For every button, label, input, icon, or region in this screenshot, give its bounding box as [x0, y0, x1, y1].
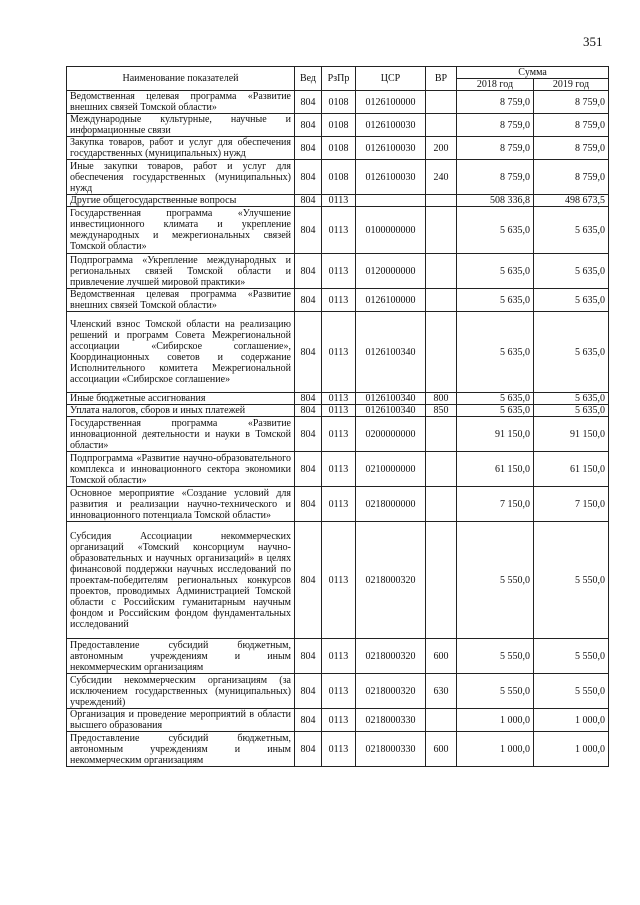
cell-csr: 0218000000 — [356, 487, 426, 522]
cell-csr: 0126100340 — [356, 393, 426, 405]
cell-ved: 804 — [295, 195, 322, 207]
cell-rzpr: 0113 — [322, 195, 356, 207]
cell-name: Основное мероприятие «Создание условий для развития и реализации научно-технического и инновационного потенциала Томской области» — [67, 487, 295, 522]
cell-sum-2019: 5 550,0 — [534, 674, 609, 709]
cell-vr — [426, 487, 457, 522]
header-year-2018: 2018 год — [457, 79, 534, 91]
cell-ved: 804 — [295, 487, 322, 522]
cell-sum-2019: 91 150,0 — [534, 417, 609, 452]
cell-rzpr: 0113 — [322, 207, 356, 254]
table-row — [67, 254, 609, 289]
cell-sum-2018: 61 150,0 — [457, 452, 534, 487]
cell-vr — [426, 312, 457, 393]
cell-vr — [426, 417, 457, 452]
cell-vr — [426, 289, 457, 312]
cell-name: Государственная программа «Развитие инновационной деятельности и науки в Томской области» — [67, 417, 295, 452]
table-row — [67, 207, 609, 254]
header-rzpr: РзПр — [322, 67, 356, 91]
cell-csr: 0100000000 — [356, 207, 426, 254]
cell-ved: 804 — [295, 393, 322, 405]
cell-ved: 804 — [295, 674, 322, 709]
cell-name: Подпрограмма «Развитие научно-образовательного комплекса и инновационного сектора экономики Томской области» — [67, 452, 295, 487]
cell-rzpr: 0113 — [322, 393, 356, 405]
cell-csr: 0120000000 — [356, 254, 426, 289]
cell-sum-2019: 5 635,0 — [534, 254, 609, 289]
table-row — [67, 289, 609, 312]
cell-name: Ведомственная целевая программа «Развитие внешних связей Томской области» — [67, 289, 295, 312]
cell-sum-2019: 5 635,0 — [534, 289, 609, 312]
cell-sum-2018: 8 759,0 — [457, 114, 534, 137]
cell-sum-2018: 508 336,8 — [457, 195, 534, 207]
cell-vr — [426, 195, 457, 207]
cell-sum-2018: 5 550,0 — [457, 674, 534, 709]
cell-name: Уплата налогов, сборов и иных платежей — [67, 405, 295, 417]
cell-csr: 0200000000 — [356, 417, 426, 452]
table-row — [67, 417, 609, 452]
cell-csr: 0126100030 — [356, 160, 426, 195]
cell-name: Иные закупки товаров, работ и услуг для обеспечения государственных (муниципальных) нужд — [67, 160, 295, 195]
budget-table — [66, 66, 609, 767]
cell-ved: 804 — [295, 254, 322, 289]
cell-rzpr: 0113 — [322, 639, 356, 674]
cell-vr — [426, 254, 457, 289]
cell-csr: 0126100340 — [356, 312, 426, 393]
table-row — [67, 732, 609, 767]
cell-vr: 200 — [426, 137, 457, 160]
cell-ved: 804 — [295, 312, 322, 393]
cell-sum-2019: 5 635,0 — [534, 207, 609, 254]
page-number: 351 — [583, 34, 603, 49]
cell-ved: 804 — [295, 709, 322, 732]
cell-ved: 804 — [295, 137, 322, 160]
table-row — [67, 195, 609, 207]
cell-name: Международные культурные, научные и информационные связи — [67, 114, 295, 137]
cell-sum-2018: 8 759,0 — [457, 91, 534, 114]
cell-vr — [426, 522, 457, 639]
cell-rzpr: 0108 — [322, 114, 356, 137]
table-row — [67, 114, 609, 137]
cell-csr: 0218000330 — [356, 732, 426, 767]
cell-csr: 0126100340 — [356, 405, 426, 417]
cell-rzpr: 0108 — [322, 160, 356, 195]
table-row — [67, 452, 609, 487]
cell-vr: 240 — [426, 160, 457, 195]
cell-name: Субсидии некоммерческим организациям (за исключением государственных (муниципальных) учреждений) — [67, 674, 295, 709]
cell-csr: 0218000320 — [356, 639, 426, 674]
cell-ved: 804 — [295, 417, 322, 452]
cell-name: Иные бюджетные ассигнования — [67, 393, 295, 405]
cell-rzpr: 0113 — [322, 312, 356, 393]
cell-ved: 804 — [295, 639, 322, 674]
header-year-2019: 2019 год — [534, 79, 609, 91]
cell-csr — [356, 195, 426, 207]
header-name: Наименование показателей — [67, 67, 295, 91]
cell-csr: 0218000320 — [356, 522, 426, 639]
cell-rzpr: 0113 — [322, 254, 356, 289]
cell-sum-2019: 8 759,0 — [534, 160, 609, 195]
cell-csr: 0126100000 — [356, 289, 426, 312]
cell-sum-2019: 5 635,0 — [534, 405, 609, 417]
cell-ved: 804 — [295, 91, 322, 114]
cell-sum-2019: 8 759,0 — [534, 114, 609, 137]
table-row — [67, 137, 609, 160]
table-row — [67, 312, 609, 393]
cell-sum-2018: 1 000,0 — [457, 709, 534, 732]
cell-sum-2019: 1 000,0 — [534, 709, 609, 732]
cell-sum-2018: 5 635,0 — [457, 312, 534, 393]
cell-csr: 0126100030 — [356, 137, 426, 160]
cell-sum-2018: 5 635,0 — [457, 207, 534, 254]
cell-sum-2019: 5 550,0 — [534, 639, 609, 674]
table-row — [67, 405, 609, 417]
cell-sum-2019: 498 673,5 — [534, 195, 609, 207]
cell-sum-2018: 5 635,0 — [457, 393, 534, 405]
cell-sum-2019: 5 635,0 — [534, 393, 609, 405]
cell-rzpr: 0113 — [322, 289, 356, 312]
cell-rzpr: 0113 — [322, 674, 356, 709]
cell-vr — [426, 114, 457, 137]
cell-vr: 600 — [426, 732, 457, 767]
table-body — [67, 91, 609, 767]
cell-ved: 804 — [295, 207, 322, 254]
cell-sum-2019: 5 635,0 — [534, 312, 609, 393]
cell-sum-2019: 1 000,0 — [534, 732, 609, 767]
cell-sum-2019: 61 150,0 — [534, 452, 609, 487]
cell-name: Предоставление субсидий бюджетным, автономным учреждениям и иным некоммерческим организациям — [67, 732, 295, 767]
cell-vr — [426, 709, 457, 732]
cell-name: Предоставление субсидий бюджетным, автономным учреждениям и иным некоммерческим организациям — [67, 639, 295, 674]
table-row — [67, 674, 609, 709]
cell-ved: 804 — [295, 289, 322, 312]
cell-sum-2019: 8 759,0 — [534, 137, 609, 160]
cell-sum-2018: 5 550,0 — [457, 639, 534, 674]
cell-name: Подпрограмма «Укрепление международных и региональных связей Томской области и привлечение лучшей мировой практики» — [67, 254, 295, 289]
cell-vr: 600 — [426, 639, 457, 674]
cell-vr: 850 — [426, 405, 457, 417]
cell-sum-2018: 5 635,0 — [457, 289, 534, 312]
cell-vr: 630 — [426, 674, 457, 709]
cell-rzpr: 0108 — [322, 137, 356, 160]
cell-sum-2018: 7 150,0 — [457, 487, 534, 522]
cell-rzpr: 0108 — [322, 91, 356, 114]
cell-name: Организация и проведение мероприятий в области высшего образования — [67, 709, 295, 732]
cell-ved: 804 — [295, 522, 322, 639]
cell-sum-2018: 1 000,0 — [457, 732, 534, 767]
cell-vr — [426, 452, 457, 487]
cell-rzpr: 0113 — [322, 405, 356, 417]
cell-sum-2019: 8 759,0 — [534, 91, 609, 114]
table-row — [67, 709, 609, 732]
cell-rzpr: 0113 — [322, 452, 356, 487]
cell-ved: 804 — [295, 452, 322, 487]
cell-name: Ведомственная целевая программа «Развитие внешних связей Томской области» — [67, 91, 295, 114]
cell-name: Закупка товаров, работ и услуг для обеспечения государственных (муниципальных) нужд — [67, 137, 295, 160]
header-ved: Вед — [295, 67, 322, 91]
cell-sum-2018: 5 635,0 — [457, 405, 534, 417]
header-csr: ЦСР — [356, 67, 426, 91]
cell-sum-2019: 7 150,0 — [534, 487, 609, 522]
cell-csr: 0126100030 — [356, 114, 426, 137]
cell-csr: 0126100000 — [356, 91, 426, 114]
cell-name: Членский взнос Томской области на реализацию решений и программ Совета Межрегиональной ассоциации «Сибирское соглашение», Координационных советов и содержание Исполнительного комитета Межрегиональной ассоциации «Сибирское соглашение» — [67, 312, 295, 393]
cell-sum-2018: 8 759,0 — [457, 160, 534, 195]
cell-sum-2018: 8 759,0 — [457, 137, 534, 160]
cell-ved: 804 — [295, 732, 322, 767]
cell-vr: 800 — [426, 393, 457, 405]
cell-sum-2018: 91 150,0 — [457, 417, 534, 452]
cell-rzpr: 0113 — [322, 487, 356, 522]
cell-sum-2019: 5 550,0 — [534, 522, 609, 639]
table-row — [67, 160, 609, 195]
cell-vr — [426, 91, 457, 114]
cell-ved: 804 — [295, 405, 322, 417]
cell-csr: 0210000000 — [356, 452, 426, 487]
table-row — [67, 639, 609, 674]
cell-sum-2018: 5 635,0 — [457, 254, 534, 289]
table-row — [67, 91, 609, 114]
cell-name: Государственная программа «Улучшение инвестиционного климата и укрепление международных и межрегиональных связей Томской области» — [67, 207, 295, 254]
cell-csr: 0218000330 — [356, 709, 426, 732]
cell-name: Другие общегосударственные вопросы — [67, 195, 295, 207]
header-vr: ВР — [426, 67, 457, 91]
table-row — [67, 487, 609, 522]
cell-rzpr: 0113 — [322, 709, 356, 732]
table-row — [67, 522, 609, 639]
header-sum: Cумма — [457, 67, 609, 79]
cell-rzpr: 0113 — [322, 417, 356, 452]
table-row — [67, 393, 609, 405]
cell-rzpr: 0113 — [322, 732, 356, 767]
cell-rzpr: 0113 — [322, 522, 356, 639]
cell-name: Субсидия Ассоциации некоммерческих организаций «Томский консорциум научно-образовательных и научных организаций» в целях финансовой поддержки научных исследований по проектам-победителям региональных конкурсов проектов, проводимых Администрацией Томской области с Российским гуманитарным научным фондом и Российским фондом фундаментальных исследований — [67, 522, 295, 639]
cell-vr — [426, 207, 457, 254]
cell-ved: 804 — [295, 114, 322, 137]
cell-csr: 0218000320 — [356, 674, 426, 709]
cell-ved: 804 — [295, 160, 322, 195]
cell-sum-2018: 5 550,0 — [457, 522, 534, 639]
